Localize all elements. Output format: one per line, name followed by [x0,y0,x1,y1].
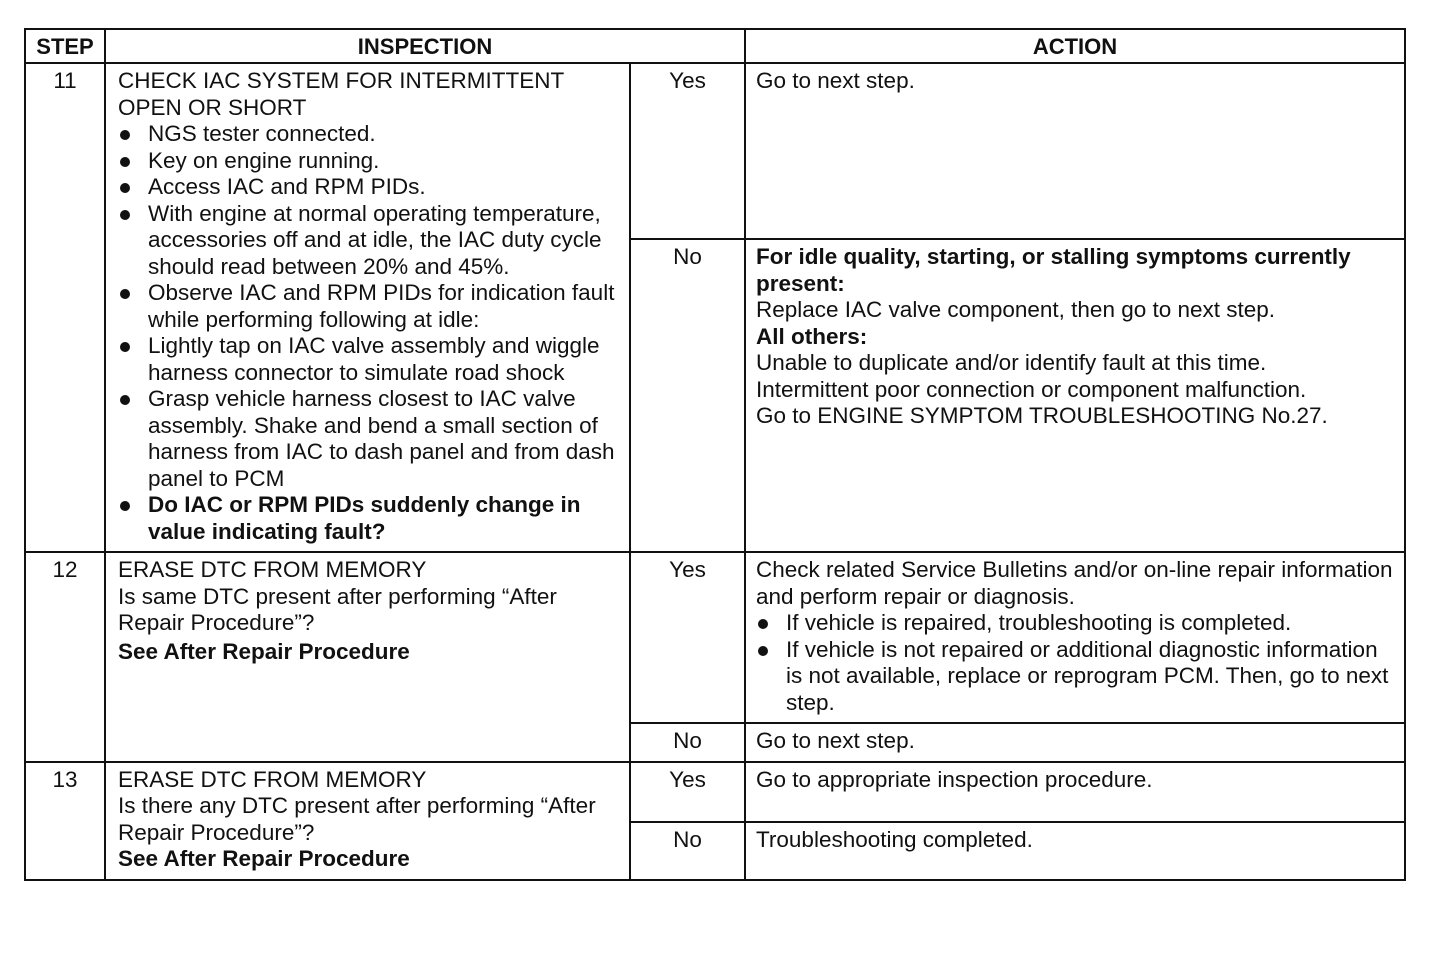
inspection-title: ERASE DTC FROM MEMORY [118,557,427,582]
action-text: Replace IAC valve component, then go to next step. [756,297,1276,322]
inspection-title: CHECK IAC SYSTEM FOR INTERMITTENT [118,68,565,93]
no-action [745,239,1405,552]
header-action: ACTION [745,29,1405,63]
step-12-inspection [105,552,630,762]
troubleshooting-table [24,28,1406,881]
inspection-bullet: With engine at normal operating temperature, accessories off and at idle, the IAC duty cycle should read between 20% and 45%. [118,201,619,281]
step-11-inspection [105,63,630,552]
step-12-yes-row [25,552,1405,723]
action-bullet: If vehicle is repaired, troubleshooting is completed. [756,610,1394,637]
no-label: No [630,239,745,552]
yes-action: Go to next step. [745,63,1405,239]
inspection-bullet: NGS tester connected. [118,121,619,148]
inspection-title-cont: OPEN OR SHORT [118,94,307,120]
action-bullet-list [756,610,1394,716]
step-number: 13 [25,762,105,880]
no-action: Go to next step. [745,723,1405,762]
inspection-bullet: Grasp vehicle harness closest to IAC valve assembly. Shake and bend a small section of harness from IAC to dash panel and from dash panel to PCM [118,386,619,492]
action-text: Go to ENGINE SYMPTOM TROUBLESHOOTING No.27. [756,403,1328,428]
step-11-yes-row [25,63,1405,239]
step-13-yes-row [25,762,1405,822]
action-heading: For idle quality, starting, or stalling symptoms currently present: [756,244,1351,296]
no-label: No [630,723,745,762]
step-number: 12 [25,552,105,762]
yes-label: Yes [630,762,745,822]
inspection-bullet: Key on engine running. [118,148,619,175]
action-text: Intermittent poor connection or component malfunction. [756,376,1307,402]
header-row [25,29,1405,63]
action-text: Unable to duplicate and/or identify fault at this time. [756,350,1267,375]
inspection-bullet-list [118,121,619,545]
step-13-inspection [105,762,630,880]
header-inspection: INSPECTION [105,29,745,63]
action-bullet: If vehicle is not repaired or additional diagnostic information is not available, replace or reprogram PCM. Then, go to next step. [756,637,1394,717]
see-reference: See After Repair Procedure [118,638,410,664]
yes-action [745,552,1405,723]
see-reference: See After Repair Procedure [118,846,410,871]
yes-label: Yes [630,552,745,723]
step-number: 11 [25,63,105,552]
header-step: STEP [25,29,105,63]
inspection-question: Do IAC or RPM PIDs suddenly change in value indicating fault? [118,492,619,545]
inspection-bullet: Access IAC and RPM PIDs. [118,174,619,201]
yes-label: Yes [630,63,745,239]
no-label: No [630,822,745,880]
no-action: Troubleshooting completed. [745,822,1405,880]
yes-action: Go to appropriate inspection procedure. [745,762,1405,822]
inspection-bullet: Observe IAC and RPM PIDs for indication fault while performing following at idle: [118,280,619,333]
action-text: Check related Service Bulletins and/or on-line repair information and perform repair or diagnosis. [756,557,1393,609]
inspection-question: Is there any DTC present after performing “After Repair Procedure”? [118,793,596,845]
inspection-title: ERASE DTC FROM MEMORY [118,766,427,792]
inspection-question: Is same DTC present after performing “After Repair Procedure”? [118,583,557,635]
action-heading: All others: [756,323,868,349]
inspection-bullet: Lightly tap on IAC valve assembly and wiggle harness connector to simulate road shock [118,333,619,386]
